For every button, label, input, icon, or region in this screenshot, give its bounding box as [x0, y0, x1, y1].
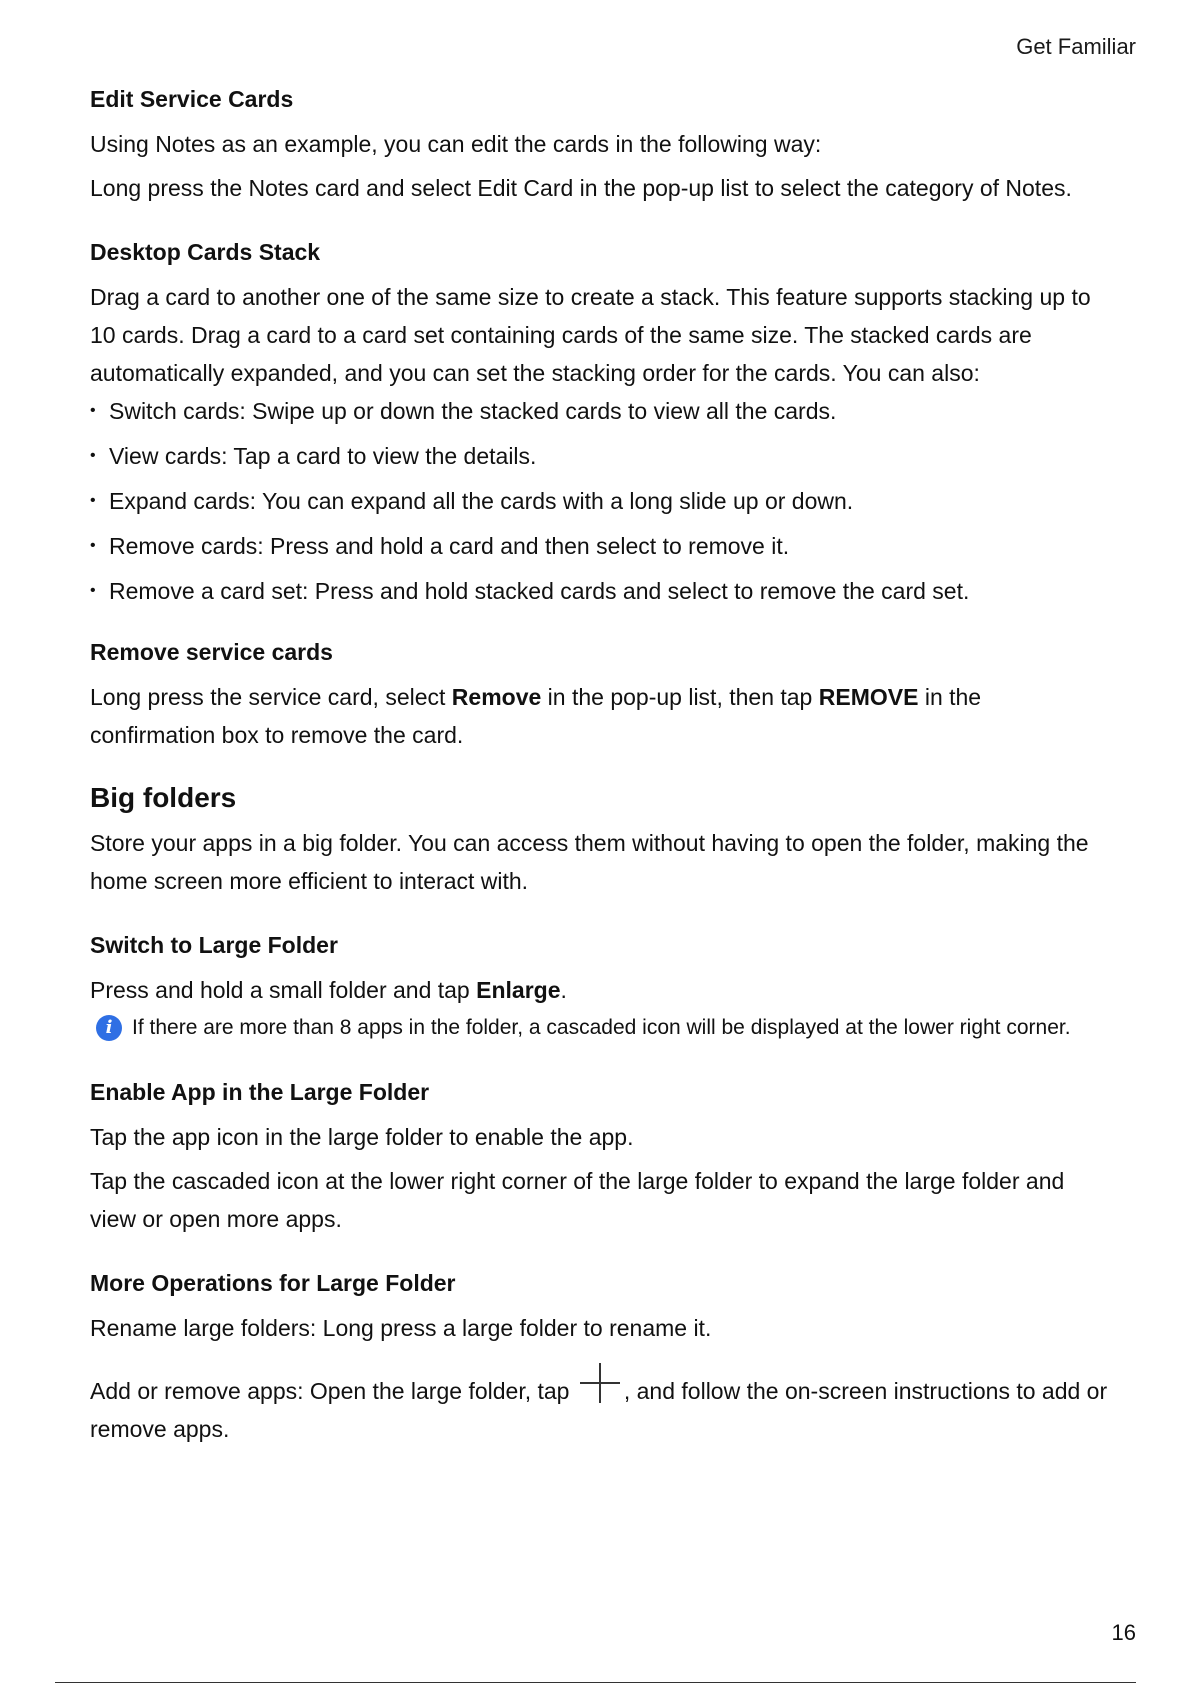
page-number: 16 [1111, 1620, 1136, 1645]
running-header: Get Familiar [1016, 34, 1136, 59]
footer-divider [55, 1682, 1136, 1683]
heading-big-folders: Big folders [90, 782, 237, 813]
enable-app-para-2: Tap the cascaded icon at the lower right corner of the large folder to expand the large folder and view or open more apps. [90, 1168, 1065, 1232]
heading-more-operations: More Operations for Large Folder [90, 1270, 456, 1296]
heading-remove-service-cards: Remove service cards [90, 639, 333, 665]
desktop-cards-stack-body: Drag a card to another one of the same size to create a stack. This feature supports stacking up to 10 cards. Drag a card to a card set containing cards of the same size. The stacked cards are automatically expanded, and you can set the stacking order for the cards. You can also: [90, 284, 1091, 386]
remove-service-cards-body: Long press the service card, select Remove in the pop-up list, then tap REMOVE in the confirmation box to remove the card. [90, 684, 982, 748]
enlarge-label: Enlarge [476, 977, 561, 1003]
heading-switch-large-folder: Switch to Large Folder [90, 932, 338, 958]
page-content [90, 82, 1110, 1454]
plus-icon [578, 1361, 622, 1405]
big-folders-body: Store your apps in a big folder. You can access them without having to open the folder, making the home screen more efficient to interact with. [90, 830, 1089, 894]
list-item: • Switch cards: Swipe up or down the stacked cards to view all the cards. [90, 398, 837, 424]
cards-stack-list [90, 392, 1110, 610]
info-note-text: If there are more than 8 apps in the folder, a cascaded icon will be displayed at the lower right corner. [132, 1016, 1071, 1039]
heading-desktop-cards-stack: Desktop Cards Stack [90, 239, 321, 265]
list-item: • Remove a card set: Press and hold stacked cards and select to remove the card set. [90, 578, 970, 604]
switch-large-folder-body: Press and hold a small folder and tap Enlarge. [90, 977, 567, 1003]
remove-confirm-label: REMOVE [818, 684, 919, 710]
info-note [90, 1009, 1110, 1047]
info-icon: i [96, 1015, 122, 1041]
heading-enable-app: Enable App in the Large Folder [90, 1079, 430, 1105]
remove-label: Remove [451, 684, 542, 710]
list-item: • Expand cards: You can expand all the cards with a long slide up or down. [90, 488, 854, 514]
edit-service-cards-body: Long press the Notes card and select Edit Card in the pop-up list to select the category of Notes. [90, 175, 1072, 201]
edit-service-cards-intro: Using Notes as an example, you can edit the cards in the following way: [90, 131, 822, 157]
heading-edit-service-cards: Edit Service Cards [90, 86, 294, 112]
list-item: • Remove cards: Press and hold a card and then select to remove it. [90, 533, 790, 559]
enable-app-para-1: Tap the app icon in the large folder to enable the app. [90, 1124, 634, 1150]
more-operations-para-2: Add or remove apps: Open the large folder, tap , and follow the on-screen instructions to add or remove apps. [90, 1361, 1110, 1448]
more-operations-para-1: Rename large folders: Long press a large folder to rename it. [90, 1315, 712, 1341]
list-item: • View cards: Tap a card to view the details. [90, 443, 537, 469]
